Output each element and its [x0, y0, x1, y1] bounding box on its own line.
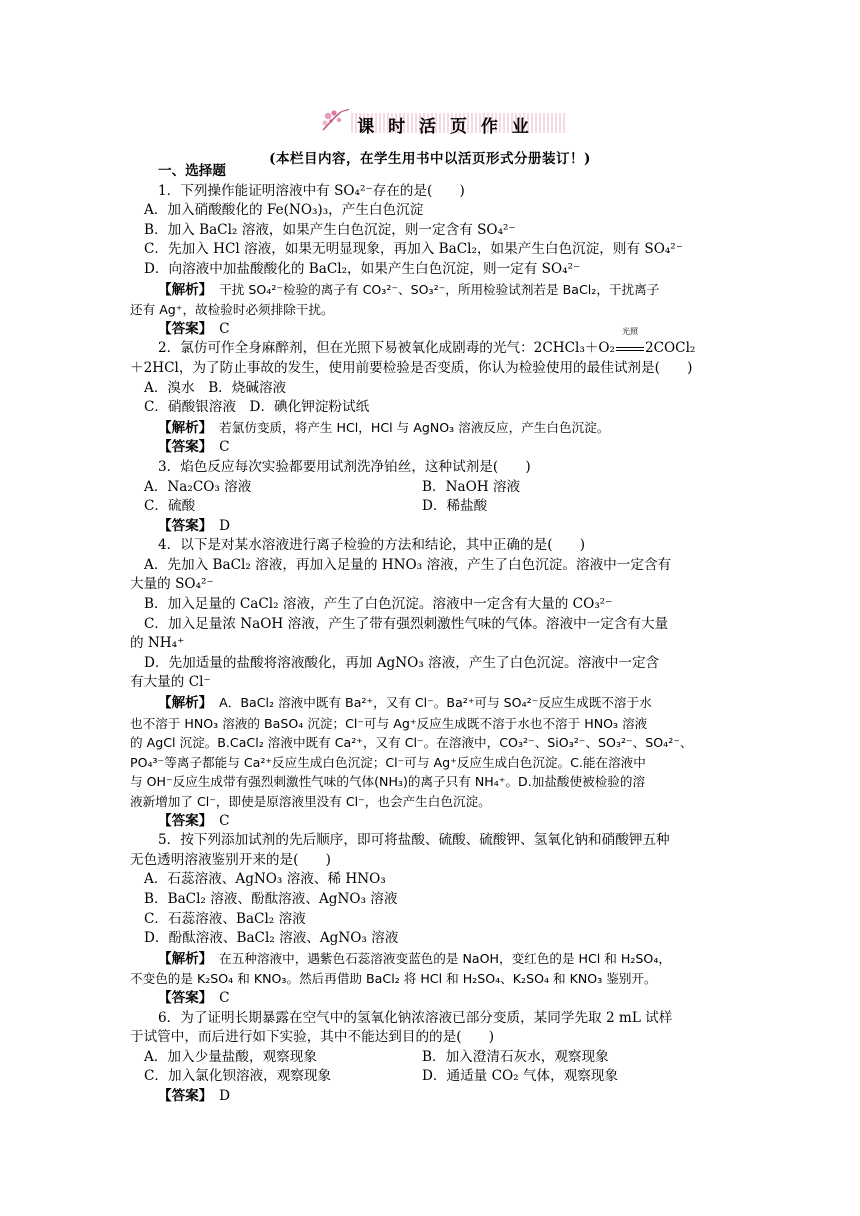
q4-option-a: A．先加入 BaCl₂ 溶液，再加入足量的 HNO₃ 溶液，产生了白色沉淀。溶液中一定含有	[144, 556, 672, 573]
q3-answer	[130, 517, 730, 537]
q6-option-c: C．加入氯化钡溶液，观察现象	[144, 1068, 332, 1085]
q4-option-d-cont: 有大量的 Cl⁻	[130, 674, 211, 691]
q4-analysis-cont-1: 也不溶于 HNO₃ 溶液的 BaSO₄ 沉淀；Cl⁻可与 Ag⁺反应生成既不溶于水也不溶于 HNO₃ 溶液	[130, 715, 648, 731]
q3-stem: 3．焰色反应每次实验都要用试剂洗净铂丝，这种试剂是( )	[158, 458, 531, 475]
q4-answer	[130, 812, 730, 832]
q5-answer	[130, 989, 730, 1009]
answer-label: 【答案】	[158, 320, 206, 337]
q6-option-b: B．加入澄清石灰水，观察现象	[422, 1048, 609, 1065]
analysis-label: 【解析】	[158, 419, 206, 436]
section-heading: 一、选择题	[158, 163, 226, 179]
q4-analysis-cont-5: 液新增加了 Cl⁻，即使是原溶液里没有 Cl⁻，也会产生白色沉淀。	[130, 794, 491, 809]
q1-analysis	[130, 280, 730, 301]
page-title	[317, 110, 543, 139]
q5-analysis-cont: 不变色的是 K₂SO₄ 和 KNO₃。然后再借助 BaCl₂ 将 HCl 和 H₂SO₄、K₂SO₄ 和 KNO₃ 鉴别开。	[130, 971, 657, 987]
q1-stem: 1．下列操作能证明溶液中有 SO₄²⁻存在的是( )	[158, 182, 465, 199]
questions	[130, 162, 730, 1107]
q5-stem-cont: 无色透明溶液鉴别开来的是( )	[130, 851, 331, 868]
q2-answer	[130, 438, 730, 458]
answer-label: 【答案】	[158, 1087, 206, 1104]
q5-option-b: B．BaCl₂ 溶液、酚酞溶液、AgNO₃ 溶液	[144, 890, 398, 907]
answer-value: C	[219, 812, 230, 829]
answer-value: D	[219, 517, 231, 534]
q1-option-d: D．向溶液中加盐酸酸化的 BaCl₂，如果产生白色沉淀，则一定有 SO₄²⁻	[144, 260, 581, 277]
analysis-text: A．BaCl₂ 溶液中既有 Ba²⁺，又有 Cl⁻。Ba²⁺可与 SO₄²⁻反应生成既不溶于水	[219, 695, 652, 711]
q4-option-c-cont: 的 NH₄⁺	[130, 635, 185, 652]
flower-ornament-icon	[319, 106, 353, 136]
analysis-text: 若氯仿变质，将产生 HCl，HCl 与 AgNO₃ 溶液反应，产生白色沉淀。	[219, 419, 610, 435]
q6-options-ab	[130, 1048, 730, 1068]
q3-option-a: A．Na₂CO₃ 溶液	[144, 478, 252, 495]
q2-options-cd: C．硝酸银溶液 D．碘化钾淀粉试纸	[144, 399, 370, 416]
q6-stem-cont: 于试管中，而后进行如下实验，其中不能达到目的的是( )	[130, 1029, 495, 1046]
q4-stem: 4．以下是对某水溶液进行离子检验的方法和结论，其中正确的是( )	[158, 537, 586, 554]
q1-option-b: B．加入 BaCl₂ 溶液，如果产生白色沉淀，则一定含有 SO₄²⁻	[144, 221, 516, 238]
q4-option-a-cont: 大量的 SO₄²⁻	[130, 576, 214, 593]
answer-value: C	[219, 439, 230, 456]
q3-options-cd	[130, 497, 730, 517]
q4-option-d: D．先加适量的盐酸将溶液酸化，再加 AgNO₃ 溶液，产生了白色沉淀。溶液中一定含	[144, 654, 660, 671]
q4-analysis	[130, 693, 730, 714]
q3-option-d: D．稀盐酸	[422, 498, 488, 515]
q6-options-cd	[130, 1067, 730, 1087]
header	[0, 110, 860, 167]
q6-option-a: A．加入少量盐酸，观察现象	[144, 1048, 317, 1065]
answer-value: D	[219, 1087, 231, 1104]
q4-analysis-cont-4: 与 OH⁻反应生成带有强烈刺激性气味的气体(NH₃)的离子只有 NH₄⁺。D.加盐酸使被检验的溶	[130, 774, 646, 790]
q5-option-c: C．石蕊溶液、BaCl₂ 溶液	[144, 910, 306, 927]
analysis-label: 【解析】	[158, 950, 206, 967]
q5-option-a: A．石蕊溶液、AgNO₃ 溶液、稀 HNO₃	[144, 871, 386, 888]
q2-stem-part1: 2．氯仿可作全身麻醉剂，但在光照下易被氧化成剧毒的光气：2CHCl₃＋O₂	[158, 340, 615, 357]
analysis-label: 【解析】	[158, 695, 206, 712]
q5-option-d: D．酚酞溶液、BaCl₂ 溶液、AgNO₃ 溶液	[144, 930, 399, 947]
answer-value: C	[219, 320, 230, 337]
q4-option-c: C．加入足量浓 NaOH 溶液，产生了带有强烈刺激性气味的气体。溶液中一定含有大量	[144, 615, 669, 632]
q6-option-d: D．通适量 CO₂ 气体，观察现象	[422, 1068, 619, 1085]
q1-option-a: A．加入硝酸酸化的 Fe(NO₃)₃，产生白色沉淀	[144, 202, 424, 219]
equals-arrow	[616, 347, 644, 351]
title-text: 课 时 活 页 作 业	[357, 117, 533, 137]
q6-answer	[130, 1087, 730, 1107]
q2-options-ab: A．溴水 B．烧碱溶液	[144, 379, 287, 396]
q3-options-ab	[130, 478, 730, 498]
q2-analysis	[130, 418, 730, 439]
light-condition: 光照	[621, 327, 638, 337]
q6-stem: 6．为了证明长期暴露在空气中的氢氧化钠浓溶液已部分变质，某同学先取 2 mL 试样	[158, 1009, 673, 1026]
answer-label: 【答案】	[158, 812, 206, 829]
light-arrow	[615, 327, 645, 359]
q3-option-c: C．硫酸	[144, 498, 196, 515]
page-subtitle: (本栏目内容，在学生用书中以活页形式分册装订！)	[269, 151, 591, 167]
answer-value: C	[219, 989, 230, 1006]
q4-option-b: B．加入足量的 CaCl₂ 溶液，产生了白色沉淀。溶液中一定含有大量的 CO₃²⁻	[144, 596, 613, 613]
answer-label: 【答案】	[158, 989, 206, 1006]
analysis-label: 【解析】	[158, 281, 206, 298]
q2-stem-part2: 2COCl₂	[644, 340, 696, 357]
q3-option-b: B．NaOH 溶液	[422, 478, 521, 495]
answer-label: 【答案】	[158, 439, 206, 456]
q2-stem-cont: ＋2HCl，为了防止事故的发生，使用前要检验是否变质，你认为检验使用的最佳试剂是( )	[130, 359, 693, 376]
q5-stem: 5．按下列添加试剂的先后顺序，即可将盐酸、硫酸、硫酸钾、氢氧化钠和硝酸钾五种	[158, 832, 670, 849]
q5-analysis	[130, 949, 730, 970]
q1-analysis-cont: 还有 Ag⁺，故检验时必须排除干扰。	[130, 302, 334, 318]
q4-analysis-cont-2: 的 AgCl 沉淀。B.CaCl₂ 溶液中既有 Ca²⁺，又有 Cl⁻。在溶液中，CO₃²⁻、SiO₃²⁻、SO₃²⁻、SO₄²⁻、	[130, 735, 693, 751]
analysis-text: 干扰 SO₄²⁻检验的离子有 CO₃²⁻、SO₃²⁻，所用检验试剂若是 BaCl₂，干扰离子	[219, 281, 660, 297]
answer-label: 【答案】	[158, 517, 206, 534]
q1-option-c: C．先加入 HCl 溶液，如果无明显现象，再加入 BaCl₂，如果产生白色沉淀，则有 SO₄²⁻	[144, 241, 683, 258]
analysis-text: 在五种溶液中，遇紫色石蕊溶液变蓝色的是 NaOH，变红色的是 HCl 和 H₂SO₄，	[219, 950, 671, 966]
q4-analysis-cont-3: PO₄³⁻等离子都能与 Ca²⁺反应生成白色沉淀；Cl⁻可与 Ag⁺反应生成白色沉淀。C.能在溶液中	[130, 754, 646, 770]
